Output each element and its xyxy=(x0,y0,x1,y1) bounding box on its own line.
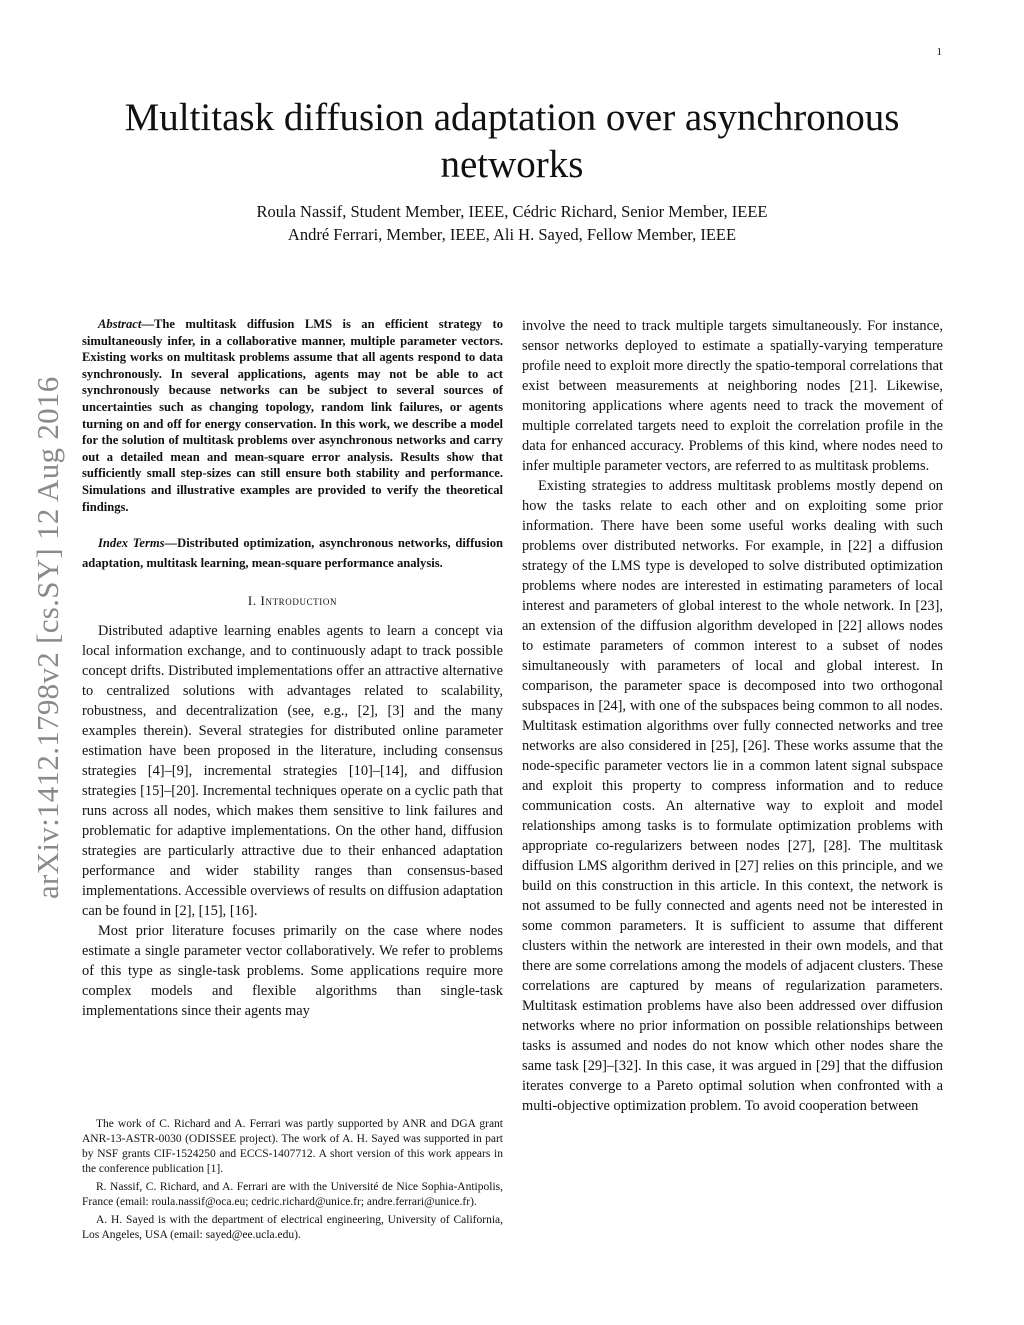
paragraph: involve the need to track multiple targets simultaneously. For instance, sensor networks deployed to estimate a spatially-varying temperature profile need to exploit more directly the spatio-temporal correlations that exist between measurements at neighboring nodes [21]. Likewise, monitoring applications where agents need to track the movement of multiple correlated targets need to exploit the correlation profile in the data for enhanced accuracy. Problems of this kind, where nodes need to infer multiple parameter vectors, are referred to as multitask problems. xyxy=(522,318,943,474)
paragraph: Distributed adaptive learning enables agents to learn a concept via local information exchange, and to continuously adapt to track possible concept drifts. Distributed implementations offer an attractive alternative to centralized solutions with advantages related to scalability, robustness, and decentralization (see, e.g., [2], [3] and the many examples therein). Several strategies for distributed online parameter estimation have been proposed in the literature, including consensus strategies [4]–[9], incremental strategies [10]–[14], and diffusion strategies [15]–[20]. Incremental techniques operate on a cyclic path that runs across all nodes, which makes them sensitive to link failures and problematic for adaptive implementations. On the other hand, diffusion strategies are particularly attractive due to their enhanced adaptation performance and wider stability ranges than consensus-based implementations. Accessible overviews of results on diffusion adaptation can be found in [2], [15], [16]. xyxy=(82,623,503,920)
footnotes xyxy=(82,1117,503,1246)
author-line-2: André Ferrari, Member, IEEE, Ali H. Sayed, Fellow Member, IEEE xyxy=(287,225,737,244)
section-number: I. xyxy=(247,593,257,609)
abstract xyxy=(82,316,503,515)
paragraph: Most prior literature focuses primarily on the case where nodes estimate a single parameter vector collaboratively. We refer to problems of this type as single-task problems. Some applications require more complex models and flexible algorithms than single-task implementations since their agents may xyxy=(82,923,503,1020)
paper-title: Multitask diffusion adaptation over asynchronous networks xyxy=(124,96,900,186)
abstract-lead: Abstract xyxy=(98,317,142,331)
right-column xyxy=(522,316,943,1116)
left-body-text xyxy=(82,621,503,1021)
section-heading-introduction xyxy=(82,593,503,609)
author-line-1: Roula Nassif, Student Member, IEEE, Cédric Richard, Senior Member, IEEE xyxy=(256,202,768,221)
index-terms xyxy=(82,533,503,573)
footnote-funding: The work of C. Richard and A. Ferrari was partly supported by ANR and DGA grant ANR-13-ASTR-0030 (ODISSEE project). The work of A. H. Sayed was supported in part by NSF grants CIF-1524250 and ECCS-1407712. A short version of this work appears in the conference publication [1]. xyxy=(82,1118,503,1175)
arxiv-identifier: arXiv:1412.1798v2 [cs.SY] 12 Aug 2016 xyxy=(30,376,65,900)
abstract-text: —The multitask diffusion LMS is an efficient strategy to simultaneously infer, in a collaborative manner, multiple parameter vectors. Existing works on multitask problems assume that all agents respond to data synchronously. In several applications, agents may not be able to act synchronously because networks can be subject to several sources of uncertainties such as changing topology, random link failures, or agents turning on and off for energy conservation. In this work, we describe a model for the solution of multitask problems over asynchronous networks and carry out a detailed mean and mean-square error analysis. Results show that sufficiently small step-sizes can still ensure both stability and performance. Simulations and illustrative examples are provided to verify the theoretical findings. xyxy=(82,317,503,514)
footnote-affiliation-ucla: A. H. Sayed is with the department of electrical engineering, University of California, Los Angeles, USA (email: sayed@ee.ucla.edu). xyxy=(82,1214,503,1241)
paragraph: Existing strategies to address multitask problems mostly depend on how the tasks relate to each other and on exploiting some prior information. There have been some useful works dealing with such problems over distributed networks. For example, in [22] a diffusion strategy of the LMS type is developed to solve distributed optimization problems where nodes are interested in estimating parameters of local interest and parameters of global interest to the whole network. In [23], an extension of the diffusion algorithm developed in [22] allows nodes to estimate parameters of common interest to a subset of nodes simultaneously with parameters of local and global interest. In comparison, the parameter space is decomposed into two orthogonal subspaces in [24], with one of the subspaces being common to all nodes. Multitask estimation algorithms over fully connected networks and tree networks are also considered in [25], [26]. These works assume that the node-specific parameter vectors lie in a common latent signal subspace and exploit this property to compress information and to reduce communication costs. An alternative way to exploit and model relationships among tasks is to formulate optimization problems with appropriate co-regularizers between nodes [27], [28]. The multitask diffusion LMS algorithm derived in [27] relies on this principle, and we build on this construction in this article. In this context, the network is not assumed to be fully connected and agents need not be interested in some common parameters. It is sufficient to assume that different clusters within the network are interested in their own models, and that there are some correlations among the models of adjacent clusters. These correlations are captured by means of regularization parameters. Multitask estimation problems have also been addressed over diffusion networks where no prior information on possible relationships between tasks is assumed and nodes do not know which other nodes share the same task [29]–[32]. In this case, it was argued in [29] that the diffusion iterates converge to a Pareto optimal solution when confronted with a multi-objective optimization problem. To avoid cooperation between xyxy=(522,478,943,1114)
page-number: 1 xyxy=(936,46,942,58)
author-list xyxy=(60,200,964,246)
left-column xyxy=(82,316,503,1021)
footnote-affiliation-nice: R. Nassif, C. Richard, and A. Ferrari are with the Université de Nice Sophia-Antipolis, France (email: roula.nassif@oca.eu; cedric.richard@unice.fr; andre.ferrari@unice.fr). xyxy=(82,1181,503,1208)
section-title: Introduction xyxy=(260,593,338,609)
index-terms-lead: Index Terms xyxy=(98,536,165,551)
index-terms-text: —Distributed optimization, asynchronous networks, diffusion adaptation, multitask learning, mean-square performance analysis. xyxy=(82,536,503,571)
